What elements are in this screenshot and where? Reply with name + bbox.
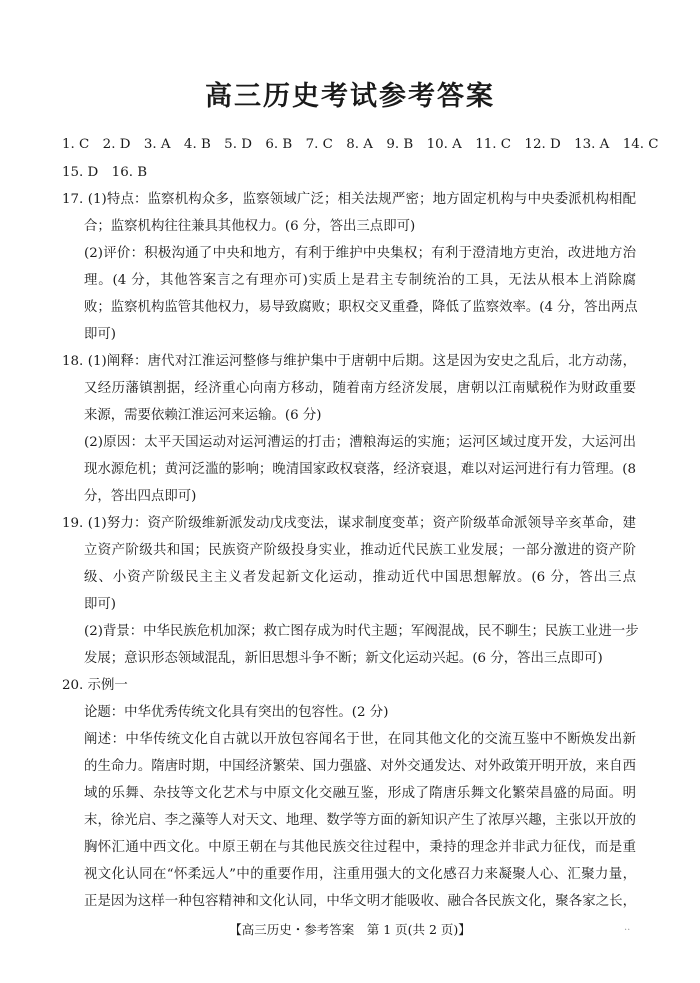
q18-part1-line-3: 来源，需要依赖江淮运河来运输。(6 分) [84, 408, 322, 423]
q20-paragraph-line-4: 末，徐光启、李之藻等人对天文、地理、数学等方面的新知识产生了浓厚兴趣，主张以开放的 [84, 813, 636, 828]
q19-part2-line-2: 发展；意识形态领域混乱，新旧思想斗争不断；新文化运动兴起。(6 分，答出三点即可) [84, 651, 603, 666]
q20-paragraph-line-1: 阐述：中华传统文化自古就以开放包容闻名于世，在同其他文化的交流互鉴中不断焕发出新 [84, 732, 636, 747]
q17-part1-line-1: 17. (1)特点：监察机构众多，监察领域广泛；相关法规严密；地方固定机构与中央委派机构相配 [62, 192, 636, 207]
q19-part1-line-3: 级、小资产阶级民主主义者发起新文化运动，推动近代中国思想解放。(6 分，答出三点 [84, 570, 636, 585]
q17-part2-line-2: 理。(4 分，其他答案言之有理亦可)实质上是君主专制统治的工具，无法从根本上消除腐 [84, 273, 636, 288]
q18-part2-line-1: (2)原因：太平天国运动对运河漕运的打击；漕粮海运的实施；运河区域过度开发，大运河出 [84, 435, 636, 450]
q17-part2-line-3: 败；监察机构监管其他权力，易导致腐败；职权交叉重叠，降低了监察效率。(4 分，答出两点 [84, 300, 638, 315]
q20-paragraph-line-3: 域的乐舞、杂技等文化艺术与中原文化交融互鉴，形成了隋唐乐舞文化繁荣昌盛的局面。明 [84, 786, 636, 801]
q19-part1-line-4: 即可) [84, 597, 117, 612]
q17-part1-line-2: 合；监察机构往往兼具其他权力。(6 分，答出三点即可) [84, 219, 416, 234]
q20-heading: 20. 示例一 [62, 678, 128, 693]
q19-part2-line-1: (2)背景：中华民族危机加深；救亡图存成为时代主题；军阀混战，民不聊生；民族工业进一步 [84, 624, 639, 639]
page-footer: 【高三历史・参考答案 第 1 页(共 2 页)】 [229, 922, 471, 937]
mc-answers-line-1: 1. C 2. D 3. A 4. B 5. D 6. B 7. C 8. A 9. B 10. A 11. C 12. D 13. A 14. C [62, 137, 659, 152]
q19-part1-line-2: 立资产阶级共和国；民族资产阶级投身实业，推动近代民族工业发展；一部分激进的资产阶 [84, 543, 636, 558]
q18-part2-line-2: 现水源危机；黄河泛滥的影响；晚清国家政权衰落，经济衰退，难以对运河进行有力管理。(8 [84, 462, 636, 477]
q17-part2-line-4: 即可) [84, 327, 117, 342]
q18-part2-line-3: 分，答出四点即可) [84, 489, 197, 504]
q20-paragraph-line-7: 正是因为这样一种包容精神和文化认同，中华文明才能吸收、融合各民族文化，聚各家之长， [84, 894, 636, 909]
q19-part1-line-1: 19. (1)努力：资产阶级维新派发动戊戌变法，谋求制度变革；资产阶级革命派领导辛亥革命，建 [62, 516, 636, 531]
q18-part1-line-1: 18. (1)阐释：唐代对江淮运河整修与维护集中于唐朝中后期。这是因为安史之乱后，北方动荡， [62, 354, 636, 369]
mc-answers-line-2: 15. D 16. B [62, 165, 148, 180]
q20-paragraph-line-5: 胸怀汇通中西文化。中原王朝在与其他民族交往过程中，秉持的理念并非武力征伐，而是重 [84, 840, 636, 855]
q20-thesis: 论题：中华优秀传统文化具有突出的包容性。(2 分) [84, 705, 389, 720]
corner-mark: .. [624, 922, 631, 933]
q17-part2-line-1: (2)评价：积极沟通了中央和地方，有利于维护中央集权；有利于澄清地方吏治，改进地方治 [84, 246, 636, 261]
q20-paragraph-line-2: 的生命力。隋唐时期，中国经济繁荣、国力强盛、对外交通发达、对外政策开明开放，来自西 [84, 759, 636, 774]
q20-paragraph-line-6: 视文化认同在“怀柔远人”中的重要作用，注重用强大的文化感召力来凝聚人心、汇聚力量， [84, 867, 636, 882]
page-title: 高三历史考试参考答案 [205, 81, 495, 112]
q18-part1-line-2: 又经历藩镇割据，经济重心向南方移动，随着南方经济发展，唐朝以江南赋税作为财政重要 [84, 381, 636, 396]
